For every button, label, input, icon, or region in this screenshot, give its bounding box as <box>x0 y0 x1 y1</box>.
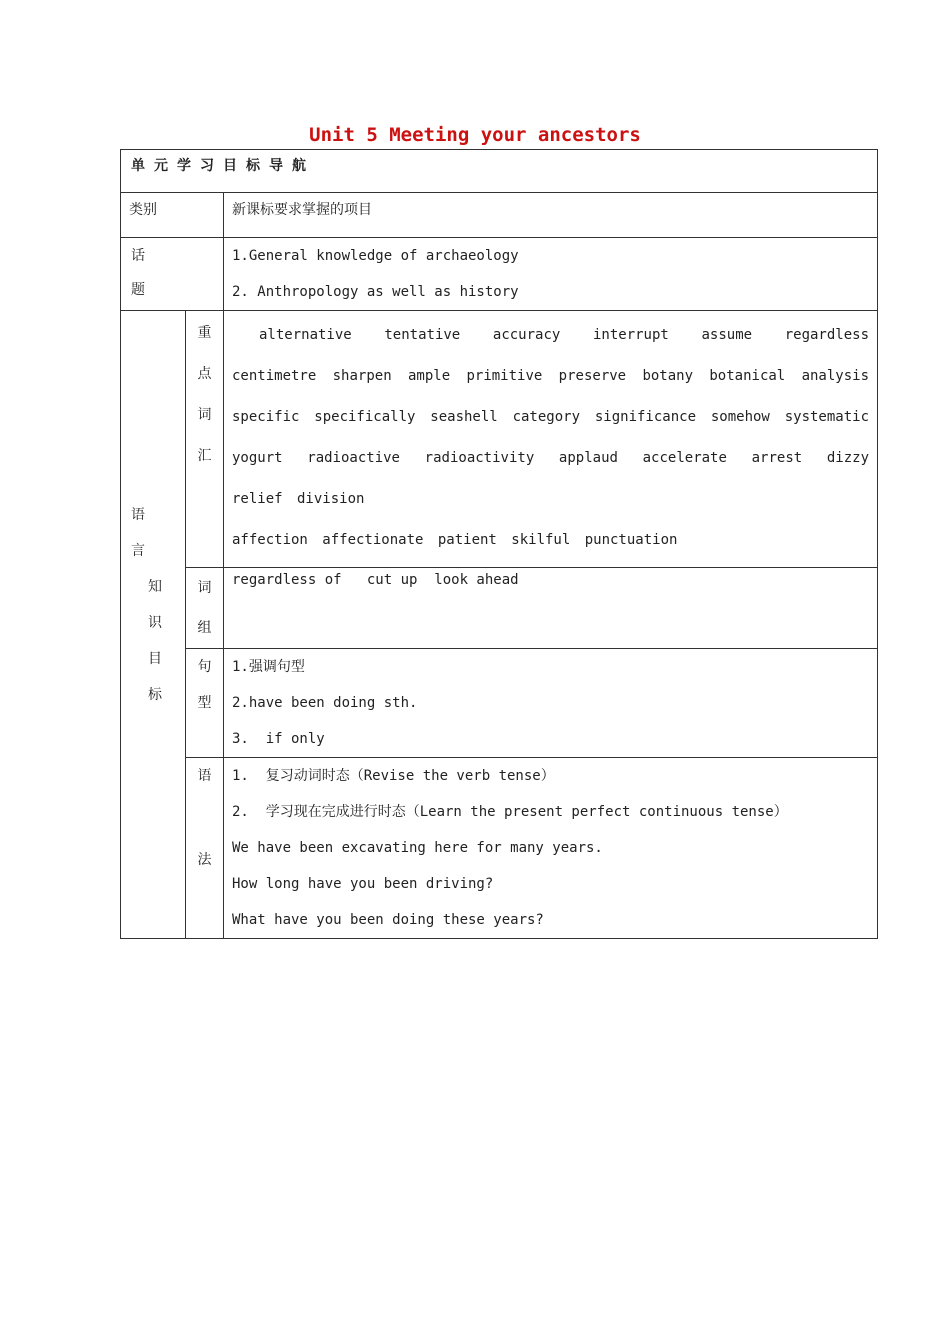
grammar-example: How long have you been driving? <box>232 876 494 892</box>
vocab-list: alternative tentative accuracy interrupt assume regardless centimetre sharpen ample primitive preserve botany botanical analysis specific specifically seashell category significance somehow systematic yogurt radioactive radioactivity applaud accelerate arrest dizzy relief division affection affectionate patient skilful punctuation <box>224 311 878 568</box>
sentences-label: 句 型 <box>186 649 224 758</box>
phrases-list: regardless of cut up look ahead <box>224 568 878 649</box>
category-value: 新课标要求掌握的项目 <box>224 193 878 238</box>
phrases-label: 词 组 <box>186 568 224 649</box>
grammar-example: We have been excavating here for many years. <box>232 840 603 856</box>
grammar-item: 1. 复习动词时态（Revise the verb tense） <box>232 768 555 784</box>
category-label: 类别 <box>121 193 224 238</box>
topic-label: 话 题 <box>121 238 224 311</box>
topic-item: 1.General knowledge of archaeology <box>232 248 519 264</box>
page-title: Unit 5 Meeting your ancestors <box>309 124 641 146</box>
sentence-item: 1.强调句型 <box>232 659 305 675</box>
unit-goals-table <box>120 149 878 939</box>
sentences-list <box>224 649 878 758</box>
sentence-item: 2.have been doing sth. <box>232 695 418 711</box>
grammar-list <box>224 758 878 939</box>
vocab-label: 重 点 词 汇 <box>186 311 224 568</box>
table-header: 单元学习目标导航 <box>121 150 878 193</box>
topic-item: 2. Anthropology as well as history <box>232 284 519 300</box>
topic-items <box>224 238 878 311</box>
grammar-item: 2. 学习现在完成进行时态（Learn the present perfect continuous tense） <box>232 804 788 820</box>
grammar-example: What have you been doing these years? <box>232 912 544 928</box>
sentence-item: 3. if only <box>232 731 325 747</box>
language-goals-label: 语 言 知 识 目 标 <box>121 311 186 939</box>
grammar-label: 语 法 <box>186 758 224 939</box>
